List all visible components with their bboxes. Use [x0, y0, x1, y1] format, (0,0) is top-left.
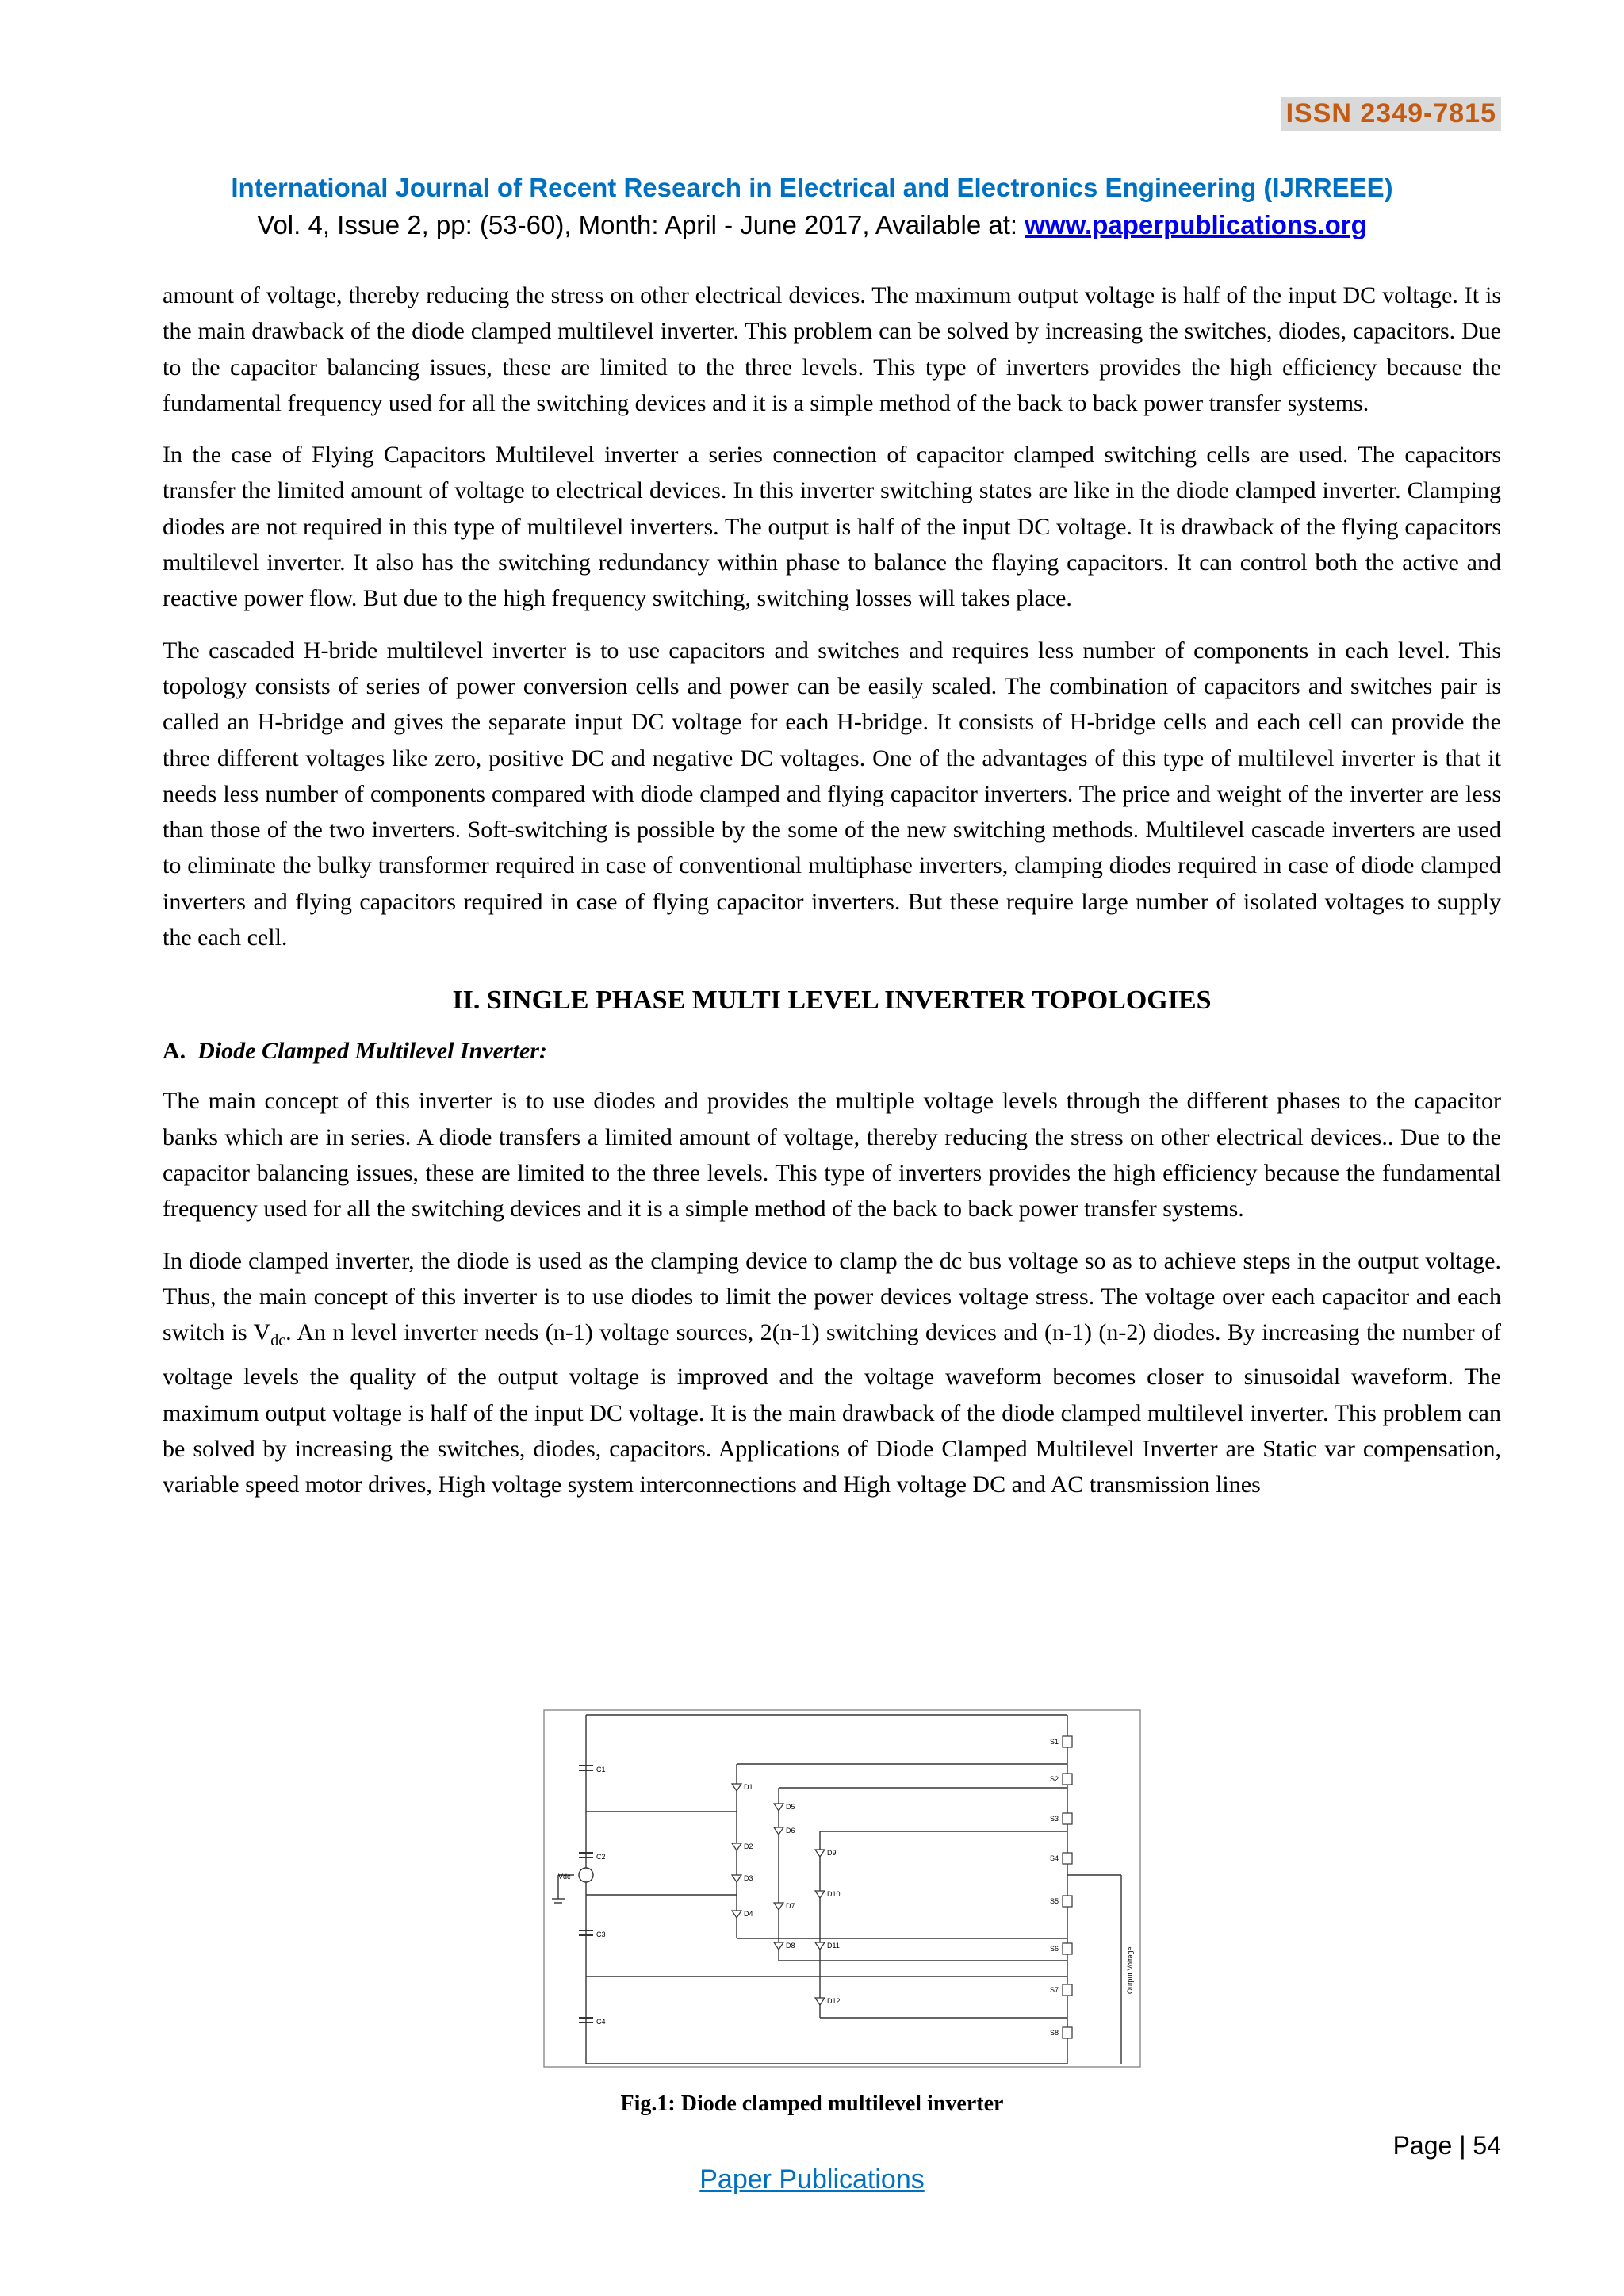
label-c4: C4	[596, 2018, 606, 2026]
label-output-voltage: Output Voltage	[1126, 1946, 1134, 1994]
label-c2: C2	[596, 1853, 606, 1861]
label-s8: S8	[1050, 2029, 1059, 2037]
volume-text: Vol. 4, Issue 2, pp: (53-60), Month: April - June 2017, Available at:	[257, 210, 1025, 239]
issn-badge: ISSN 2349-7815	[1281, 97, 1501, 131]
label-d3: D3	[744, 1874, 753, 1882]
paragraph-2: In the case of Flying Capacitors Multilevel inverter a series connection of capacitor clamped switching cells are used. The capacitors transfer the limited amount of voltage to electrical devices. In this inverter switching states are like in the diode clamped inverter. Clamping diodes are not required in this type of multilevel inverters. The output is half of the input DC voltage. It is drawback of the flying capacitors multilevel inverter. It also has the switching redundancy within phase to balance the flaying capacitors. It can control both the active and reactive power flow. But due to the high frequency switching, switching losses will takes place.	[163, 442, 1501, 612]
article-body	[163, 277, 1501, 1519]
journal-title: International Journal of Recent Research in Electrical and Electronics Engineering (IJRREEE)	[231, 173, 1393, 202]
label-s7: S7	[1050, 1986, 1059, 1994]
vdc-subscript: dc	[270, 1332, 286, 1350]
figure-caption: Fig.1: Diode clamped multilevel inverter	[620, 2091, 1004, 2116]
label-d8: D8	[786, 1942, 795, 1950]
subsection-title: Diode Clamped Multilevel Inverter:	[197, 1038, 547, 1065]
label-d9: D9	[827, 1849, 837, 1857]
label-vdc: Vdc	[558, 1873, 571, 1881]
label-d4: D4	[744, 1910, 753, 1918]
label-c1: C1	[596, 1766, 606, 1774]
label-s6: S6	[1050, 1945, 1059, 1953]
publisher-footer	[0, 2164, 1624, 2195]
paragraph-1: amount of voltage, thereby reducing the stress on other electrical devices. The maximum output voltage is half of the input DC voltage. It is the main drawback of the diode clamped multilevel inverter. This problem can be solved by increasing the switches, diodes, capacitors. Due to the capacitor balancing issues, these are limited to the three levels. This type of inverters provides the high efficiency because the fundamental frequency used for all the switching devices and it is a simple method of the back to back power transfer systems.	[163, 282, 1501, 416]
label-d7: D7	[786, 1902, 795, 1910]
paragraph-5-part-a: In diode clamped inverter, the diode is used as the clamping device to clamp the dc bus voltage so as to achieve steps in the output voltage. Thus, the main concept of this inverter is to use diodes to limit the power devices voltage stress. The voltage over each capacitor and each switch is V	[163, 1247, 1501, 1346]
label-c3: C3	[596, 1931, 606, 1938]
paragraph-5-part-b: . An n level inverter needs (n-1) voltage sources, 2(n-1) switching devices and (n-1) (n-2) diodes. By increasing the number of voltage levels the quality of the output voltage is improved and the voltage waveform becomes closer to sinusoidal waveform. The maximum output voltage is half of the input DC voltage. It is the main drawback of the diode clamped multilevel inverter. This problem can be solved by increasing the switches, diodes, capacitors. Applications of Diode Clamped Multilevel Inverter are Static var compensation, variable speed motor drives, High voltage system interconnections and High voltage DC and AC transmission lines	[163, 1319, 1501, 1498]
diode-clamped-inverter-circuit	[542, 1709, 1142, 2069]
vdc-source-symbol	[579, 1868, 593, 1882]
section-heading: II. SINGLE PHASE MULTI LEVEL INVERTER TOPOLOGIES	[452, 985, 1212, 1016]
paragraph-4: The main concept of this inverter is to use diodes and provides the multiple voltage levels through the different phases to the capacitor banks which are in series. A diode transfers a limited amount of voltage, thereby reducing the stress on other electrical devices.. Due to the capacitor balancing issues, these are limited to the three levels. This type of inverters provides the high efficiency because the fundamental frequency used for all the switching devices and it is a simple method of the back to back power transfer systems.	[163, 1088, 1501, 1223]
label-d10: D10	[827, 1890, 841, 1898]
paragraph-5	[163, 1243, 1501, 1503]
journal-volume-info	[0, 210, 1624, 240]
label-d5: D5	[786, 1803, 795, 1811]
page-number: Page | 54	[1392, 2131, 1501, 2160]
label-d2: D2	[744, 1843, 753, 1850]
label-s1: S1	[1050, 1738, 1059, 1746]
label-s3: S3	[1050, 1815, 1059, 1823]
paragraph-3: The cascaded H-bride multilevel inverter is to use capacitors and switches and requires less number of components in each level. This topology consists of series of power conversion cells and power can be easily scaled. The combination of capacitors and switches pair is called an H-bridge and gives the separate input DC voltage for each H-bridge. It consists of H-bridge cells and each cell can provide the three different voltages like zero, positive DC and negative DC voltages. One of the advantages of this type of multilevel inverter is that it needs less number of components compared with diode clamped and flying capacitor inverters. The price and weight of the inverter are less than those of the two inverters. Soft-switching is possible by the some of the new switching methods. Multilevel cascade inverters are used to eliminate the bulky transformer required in case of conventional multiphase inverters, clamping diodes required in case of diode clamped inverters and flying capacitors required in case of flying capacitor inverters. But these require large number of isolated voltages to supply the each cell.	[163, 637, 1501, 951]
website-link[interactable]: www.paperpublications.org	[1025, 210, 1367, 239]
label-d12: D12	[827, 1997, 841, 2005]
label-s5: S5	[1050, 1897, 1059, 1905]
label-d6: D6	[786, 1827, 795, 1835]
label-d11: D11	[827, 1942, 840, 1950]
label-s2: S2	[1050, 1775, 1059, 1783]
publisher-link[interactable]: Paper Publications	[699, 2164, 925, 2195]
subsection-heading	[163, 1033, 1501, 1069]
label-d1: D1	[744, 1783, 753, 1791]
subsection-letter: A.	[163, 1038, 186, 1065]
label-s4: S4	[1050, 1854, 1059, 1862]
